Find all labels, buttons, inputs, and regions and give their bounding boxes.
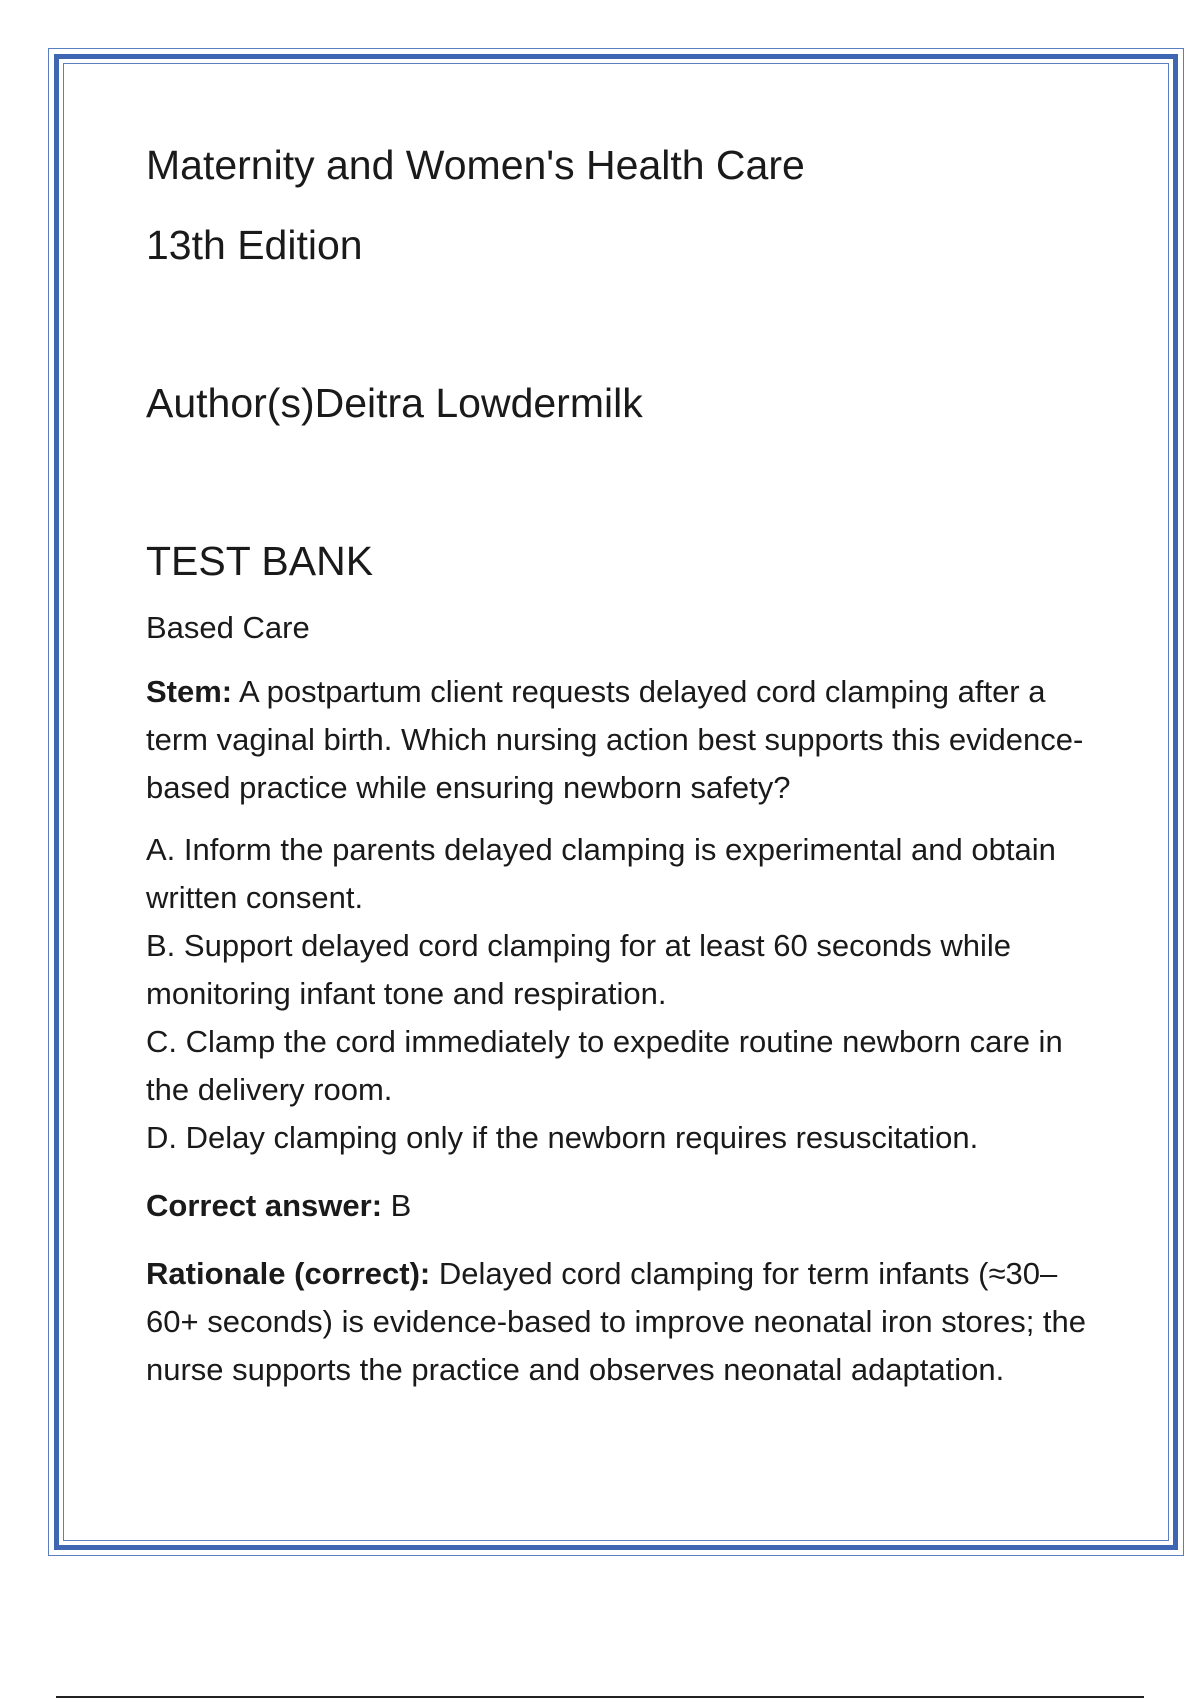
book-title: Maternity and Women's Health Care xyxy=(146,142,805,188)
question-stem xyxy=(146,668,1096,812)
rationale-text: Delayed cord clamping for term infants (≈30–60+ seconds) is evidence-based to improve neonatal iron stores; the nurse supports the practice and observes neonatal adaptation. xyxy=(146,1256,1087,1387)
answer-label: Correct answer: xyxy=(146,1188,383,1223)
subsection-label: Based Care xyxy=(146,610,310,645)
book-edition: 13th Edition xyxy=(146,222,363,268)
footer-rule xyxy=(56,1696,1144,1698)
option-d: D. Delay clamping only if the newborn requires resuscitation. xyxy=(146,1120,979,1155)
rationale-label: Rationale (correct): xyxy=(146,1256,431,1291)
answer-value: B xyxy=(382,1188,412,1223)
answer-options xyxy=(146,826,1096,1162)
stem-text: A postpartum client requests delayed cord clamping after a term vaginal birth. Which nursing action best supports this evidence-based practice while ensuring newborn safety? xyxy=(146,674,1084,805)
option-a: A. Inform the parents delayed clamping is experimental and obtain written consent. xyxy=(146,832,1056,915)
section-heading: TEST BANK xyxy=(146,538,374,584)
option-c: C. Clamp the cord immediately to expedite routine newborn care in the delivery room. xyxy=(146,1024,1063,1107)
rationale xyxy=(146,1250,1096,1394)
correct-answer xyxy=(146,1182,1096,1230)
book-author: Author(s)Deitra Lowdermilk xyxy=(146,380,643,426)
document-content xyxy=(146,140,1096,1394)
option-b: B. Support delayed cord clamping for at least 60 seconds while monitoring infant tone and respiration. xyxy=(146,928,1012,1011)
stem-label: Stem: xyxy=(146,674,233,709)
